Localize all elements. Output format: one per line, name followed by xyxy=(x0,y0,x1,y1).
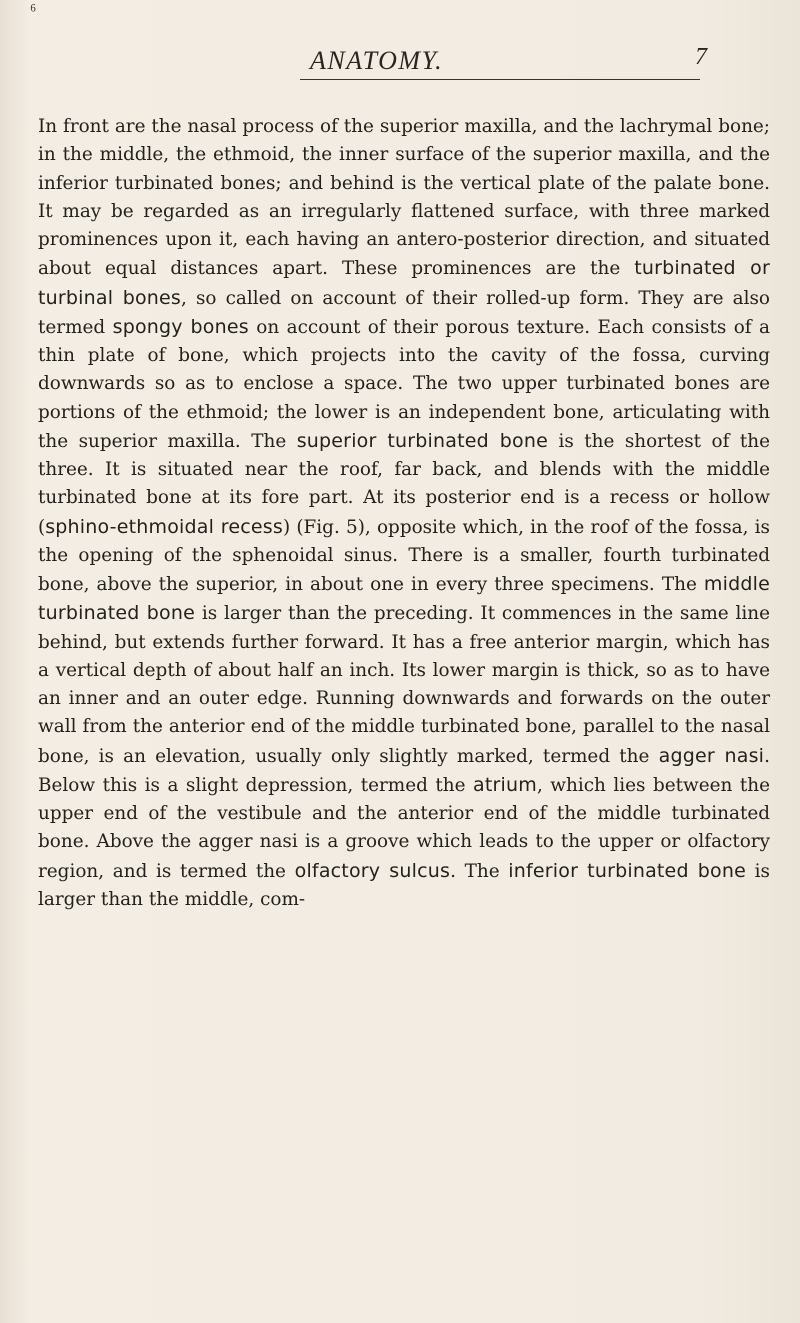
term-agger-nasi: agger nasi xyxy=(658,744,765,767)
text-segment: , so called on account of their rolled-up form. They are also termed xyxy=(38,287,771,338)
text-segment: ) (Fig. 5), opposite which, in the roof of the fossa, is the opening of the sphenoidal sinus. There is a smaller, fourth turbinated bone, above the superior, in about one in every three specimens. The xyxy=(38,516,770,595)
paragraph xyxy=(38,113,770,914)
term-inferior-turbinated-bone: inferior turbinated bone xyxy=(508,859,746,882)
term-atrium: atrium xyxy=(473,773,537,796)
running-head xyxy=(0,40,800,80)
text-segment: is larger than the preceding. It commences in the same line behind, but extends further forward. It has a free anterior margin, which has a vertical depth of about half an inch. Its lower margin is thick, so as to have an inner and an outer edge. Running downwards and forwards on the outer wall from the anterior end of the middle turbinated bone, parallel to the nasal bone, is an elevation, usually only slightly marked, termed the xyxy=(38,603,771,767)
text-segment: In front are the nasal process of the superior maxilla, and the lachrymal bone; in the middle, the ethmoid, the inner surface of the superior maxilla, and the inferior turbinated bones; and behind is the vertical plate of the palate bone. It may be regarded as an irregularly flattened surface, with three marked prominences upon it, each having an antero-posterior direction, and situated about equal distances apart. These prominences are the xyxy=(38,116,770,280)
body-text xyxy=(38,113,770,914)
term-superior-turbinated-bone: superior turbinated bone xyxy=(296,429,548,452)
term-middle-turbinated-bone: middle turbinated bone xyxy=(38,573,770,625)
header-rule xyxy=(300,79,700,80)
running-title: ANATOMY. xyxy=(310,46,444,75)
term-sphino-ethmoidal-recess: sphino-ethmoidal recess xyxy=(45,515,283,538)
text-segment: on account of their porous texture. Each consists of a thin plate of bone, which projects into the cavity of the fossa, curving downwards so as to enclose a space. The two upper turbinated bones are portions of the ethmoid; the lower is an independent bone, articulating with the superior maxilla. The xyxy=(38,316,770,452)
text-segment: . The xyxy=(450,860,509,882)
text-segment: . Below this is a slight depression, termed the xyxy=(38,745,771,796)
page-number: 7 xyxy=(695,44,707,70)
term-turbinated-bones: turbinated or turbinal bones xyxy=(38,257,770,309)
text-segment: is larger than the middle, com- xyxy=(38,860,770,910)
text-segment: is the shortest of the three. It is situated near the roof, far back, and blends with the middle turbinated bone at its fore part. At its posterior end is a recess or hollow ( xyxy=(38,430,770,538)
corner-mark: ⁶ xyxy=(30,0,37,20)
text-segment: , which lies between the upper end of the vestibule and the anterior end of the middle turbinated bone. Above the agger nasi is a groove which leads to the upper or olfactory region, and is termed the xyxy=(38,774,770,882)
term-spongy-bones: spongy bones xyxy=(112,315,249,338)
term-olfactory-sulcus: olfactory sulcus xyxy=(294,859,451,882)
